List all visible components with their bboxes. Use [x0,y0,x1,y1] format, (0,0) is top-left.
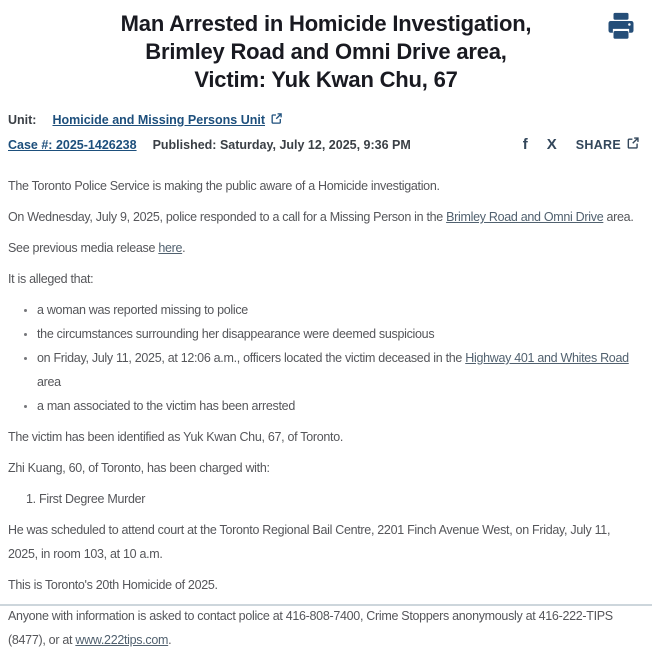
paragraph-court: He was scheduled to attend court at the Toronto Regional Bail Centre, 2201 Finch Avenue West, on Friday, July 11, 2025, in room 103, at 10 a.m. [8,523,611,561]
list-item: • on Friday, July 11, 2025, at 12:06 a.m., officers located the victim deceased in the Highway 401 and Whites Road area [37,346,642,394]
case-row [8,136,644,153]
alleged-list [8,298,642,418]
share-button[interactable] [576,136,640,153]
title-line-2: Brimley Road and Omni Drive area, [145,39,507,64]
case-number-link[interactable]: Case #: 2025-1426238 [8,137,137,152]
list-item: • a man associated to the victim has been arrested [37,394,642,418]
x-twitter-icon[interactable]: X [546,136,557,153]
title-line-3: Victim: Yuk Kwan Chu, 67 [194,67,458,92]
previous-release-link[interactable]: here [158,241,183,255]
page-title [44,10,608,94]
share-group [523,136,644,153]
print-button[interactable] [604,11,638,43]
paragraph-contact: Anyone with information is asked to contact police at 416-808-7400, Crime Stoppers anonymously at 416-222-TIPS (8477), or at www.222tips.com. [8,609,613,647]
list-item: • the circumstances surrounding her disappearance were deemed suspicious [37,322,642,346]
unit-row [8,112,644,128]
paragraph-alleged: It is alleged that: [8,272,94,286]
paragraph-intro: The Toronto Police Service is making the public aware of a Homicide investigation. [8,179,440,193]
paragraph-homicide-count: This is Toronto's 20th Homicide of 2025. [8,578,218,592]
external-link-icon [270,112,283,128]
share-label: SHARE [575,137,621,152]
paragraph-previous-release: See previous media release here. [8,241,186,255]
paragraph-victim: The victim has been identified as Yuk Kwan Chu, 67, of Toronto. [8,430,344,444]
facebook-icon[interactable]: f [522,136,528,153]
share-external-icon [626,136,640,153]
unit-label: Unit: [8,113,37,127]
charges-list [8,487,642,511]
list-item: • a woman was reported missing to police [37,298,642,322]
release-body [8,174,644,652]
tips-website-link[interactable]: www.222tips.com [75,633,169,647]
paragraph-response: On Wednesday, July 9, 2025, police responded to a call for a Missing Person in the Brimley Road and Omni Drive area. [8,210,634,224]
highway-401-whites-link[interactable]: Highway 401 and Whites Road [465,351,629,365]
published-date: Published: Saturday, July 12, 2025, 9:36 PM [152,137,411,152]
paragraph-charged: Zhi Kuang, 60, of Toronto, has been charged with: [8,461,270,475]
unit-link[interactable]: Homicide and Missing Persons Unit [52,112,283,128]
charge-item: 1. First Degree Murder [39,487,642,511]
release-meta [8,112,644,153]
title-line-1: Man Arrested in Homicide Investigation, [120,11,532,36]
brimley-omni-link[interactable]: Brimley Road and Omni Drive [446,210,604,224]
printer-icon [605,29,637,44]
